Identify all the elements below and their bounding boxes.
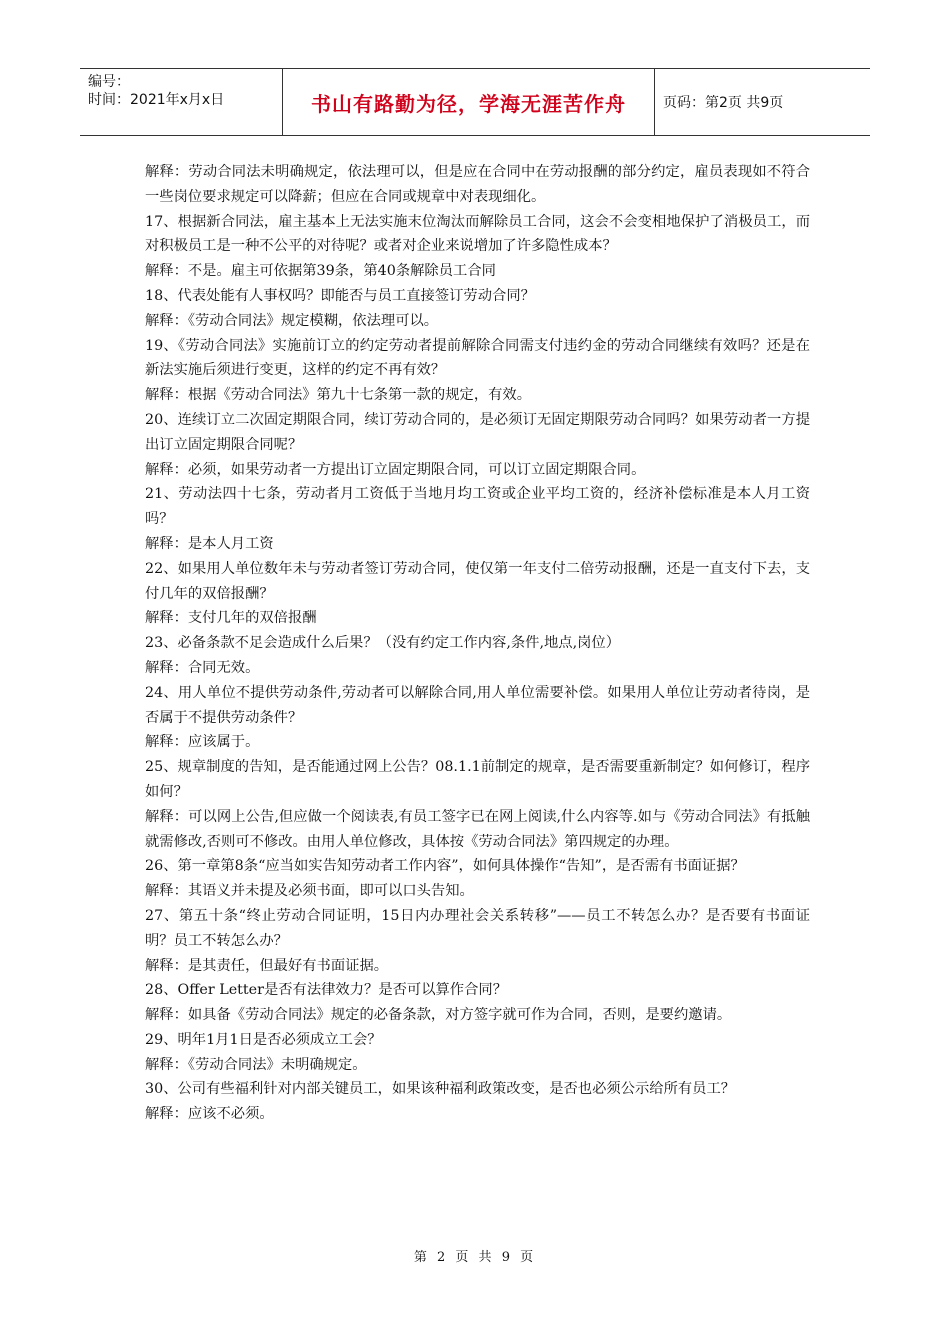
question: 17、根据新合同法，雇主基本上无法实施末位淘汰而解除员工合同，这会不会变相地保护了消极员工，而对积极员工是一种不公平的对待呢？或者对企业来说增加了许多隐性成本？ xyxy=(145,213,810,255)
document-number-label: 编号： xyxy=(88,74,130,90)
question: 25、规章制度的告知，是否能通过网上公告？08.1.1前制定的规章，是否需要重新制定？如何修订，程序如何？ xyxy=(145,759,810,800)
question: 24、用人单位不提供劳动条件,劳动者可以解除合同,用人单位需要补偿。如果用人单位让劳动者待岗，是否属于不提供劳动条件？ xyxy=(145,684,810,726)
question: 30、公司有些福利针对内部关键员工，如果该种福利政策改变，是否也必须公示给所有员工？ xyxy=(145,1081,736,1098)
answer: 解释：应该属于。 xyxy=(145,734,260,751)
question: 19、《劳动合同法》实施前订立的约定劳动者提前解除合同需支付违约金的劳动合同继续有效吗？还是在新法实施后须进行变更，这样的约定不再有效？ xyxy=(145,337,810,379)
page-footer: 第 2 页 共 9 页 xyxy=(413,1250,537,1265)
header-meta xyxy=(80,69,283,135)
header-page-info: 页码：第2页 共9页 xyxy=(663,95,784,111)
paragraph: 解释：劳动合同法未明确规定，依法理可以，但是应在合同中在劳动报酬的部分约定，雇员表现如不符合一些岗位要求规定可以降薪；但应在合同或规章中对表现细化。 xyxy=(145,164,810,205)
answer: 解释：不是。雇主可依据第39条，第40条解除员工合同 xyxy=(145,263,496,280)
answer: 解释：支付几年的双倍报酬 xyxy=(145,610,317,627)
document-date: 时间：2021年x月x日 xyxy=(88,92,225,108)
answer: 解释：其语义并未提及必须书面，即可以口头告知。 xyxy=(145,883,474,900)
answer: 解释：合同无效。 xyxy=(145,659,260,676)
question: 20、连续订立二次固定期限合同，续订劳动合同的，是必须订无固定期限劳动合同吗？如果劳动者一方提出订立固定期限合同呢？ xyxy=(145,411,810,453)
question: 28、Offer Letter是否有法律效力？是否可以算作合同？ xyxy=(145,982,507,999)
answer: 解释：是其责任，但最好有书面证据。 xyxy=(145,957,389,974)
answer: 解释：根据《劳动合同法》第九十七条第一款的规定，有效。 xyxy=(145,387,532,404)
answer: 解释：可以网上公告,但应做一个阅读表,有员工签字已在网上阅读,什么内容等.如与《劳动合同法》有抵触就需修改,否则可不修改。由用人单位修改，具体按《劳动合同法》第四规定的办理。 xyxy=(145,808,810,850)
page-header xyxy=(80,68,870,136)
question: 18、代表处能有人事权吗？即能否与员工直接签订劳动合同？ xyxy=(145,287,535,304)
question: 21、劳动法四十七条，劳动者月工资低于当地月均工资或企业平均工资的，经济补偿标准是本人月工资吗？ xyxy=(145,486,810,528)
answer: 解释：《劳动合同法》未明确规定。 xyxy=(145,1056,367,1073)
answer: 解释：《劳动合同法》规定模糊，依法理可以。 xyxy=(145,312,439,329)
answer: 解释：必须，如果劳动者一方提出订立固定期限合同，可以订立固定期限合同。 xyxy=(145,461,646,478)
question: 29、明年1月1日是否必须成立工会？ xyxy=(145,1031,382,1048)
answer: 解释：应该不必须。 xyxy=(145,1106,274,1123)
question: 27、第五十条“终止劳动合同证明，15日内办理社会关系转移”——员工不转怎么办？是否要有书面证明？员工不转怎么办？ xyxy=(145,907,810,949)
answer: 解释：是本人月工资 xyxy=(145,535,274,552)
header-motto: 书山有路勤为径，学海无涯苦作舟 xyxy=(283,69,655,135)
question: 23、必备条款不足会造成什么后果？（没有约定工作内容,条件,地点,岗位） xyxy=(145,635,621,652)
answer: 解释：如具备《劳动合同法》规定的必备条款，对方签字就可作为合同，否则，是要约邀请。 xyxy=(145,1007,732,1024)
question: 22、如果用人单位数年未与劳动者签订劳动合同，使仅第一年支付二倍劳动报酬，还是一直支付下去，支付几年的双倍报酬？ xyxy=(145,560,810,602)
document-body xyxy=(145,160,810,1127)
question: 26、第一章第8条“应当如实告知劳动者工作内容”，如何具体操作“告知”，是否需有书面证据？ xyxy=(145,858,745,875)
